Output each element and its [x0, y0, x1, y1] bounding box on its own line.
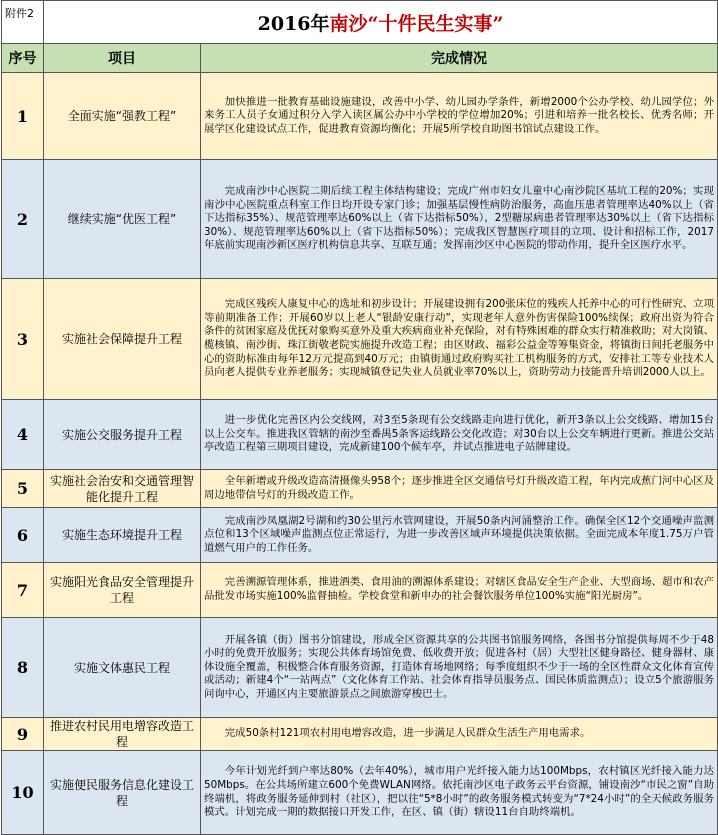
row-project: 继续实施“优医工程” — [44, 160, 201, 279]
row-status: 完成50条村121项农村用电增容改造，进一步满足人民群众生活生产用电需求。 — [201, 718, 718, 751]
row-number: 6 — [2, 508, 44, 563]
row-number: 3 — [2, 279, 44, 400]
row-number: 1 — [2, 73, 44, 160]
row-status: 开展各镇（街）图书分馆建设，形成全区资源共享的公共图书馆服务网络，各图书分馆提供每周不少于48小时的免费开放服务；实现公共体育场馆免费、低收费开放；促进各村（居）大型社区健身路径、健身器材、康体设施全覆盖，积极整合体育服务资源，打造体育场地网络；每季度组织不少于一场的全区性群众文化体育宣传或活动；新建4个“一站两点”（文化体育工作站、社会体育指导员服务点、国民体质监测点）；设立5个旅游服务问询中心，开通区内主要旅游景点之间旅游穿梭巴士。 — [201, 618, 718, 718]
column-header-row — [2, 44, 718, 73]
row-status: 进一步优化完善区内公交线网，对3至5条现有公交线路走向进行优化，新开3条以上公交线路、增加15台以上公交车。推进我区管辖的南沙至番禺5条客运线路公交化改造；对30台以上公交车辆进行更新。推进公交站亭改造工程第三期项目建设，完成新建100个候车亭，并试点推进电子站牌建设。 — [201, 400, 718, 470]
row-status: 完成区残疾人康复中心的选址和初步设计；开展建设拥有200张床位的残疾人托养中心的可行性研究、立项等前期准备工作；开展60岁以上老人“银龄安康行动”，实现老年人意外伤害保险100%续保；政府出资为符合条件的贫困家庭及优抚对象购买意外及重大疾病商业补充保险，对有特殊困难的群众实行精准救助；对大岗镇、榄核镇、南沙街、珠江街敬老院实施提升改造工程；由区财政、福彩公益金等筹集资金，将镇街日间托老服务中心的资助标准由每年12万元提高到40万元；由镇街通过政府购买社工机构服务的方式，安排社工等专业技术人员向老人提供专业养老服务；实现城镇登记失业人员就业率70%以上，资助劳动力技能晋升培训2000人以上。 — [201, 279, 718, 400]
table-row — [2, 470, 718, 508]
row-project: 实施社会保障提升工程 — [44, 279, 201, 400]
column-header-status: 完成情况 — [201, 44, 718, 73]
title-year: 2016年 — [257, 12, 330, 35]
table-row — [2, 718, 718, 751]
row-number: 4 — [2, 400, 44, 470]
row-project: 实施便民服务信息化建设工程 — [44, 751, 201, 835]
row-number: 8 — [2, 618, 44, 718]
table-row — [2, 563, 718, 618]
row-project: 推进农村民用电增容改造工程 — [44, 718, 201, 751]
row-status: 今年计划光纤到户率达80%（去年40%），城市用户光纤接入能力达100Mbps，农村镇区光纤接入能力达50Mbps。在公共场所建立600个免费WLAN网络。依托南沙区电子政务云平台资源，铺设南沙“市民之窗”自助终端机，将政务服务延伸到村（社区），把以往“5*8小时”的政务服务模式转变为“7*24小时”的全天候政务服务模式。计划完成一期的数据接口开发工作，在区、镇（街）辖设11台自助终端机。 — [201, 751, 718, 835]
column-header-no: 序号 — [2, 44, 44, 73]
table-title — [44, 1, 718, 44]
table-row — [2, 618, 718, 718]
row-number: 9 — [2, 718, 44, 751]
row-number: 2 — [2, 160, 44, 279]
row-status: 全年新增或升级改造高清摄像头958个；逐步推进全区交通信号灯升级改造工程，年内完成蕉门河中心区及周边地带信号灯的升级改造工作。 — [201, 470, 718, 508]
table-row — [2, 400, 718, 470]
row-status: 完成南沙凤凰湖2号湖和约30公里污水管网建设，开展50条内河涌整治工作。确保全区12个交通噪声监测点位和13个区域噪声监测点位正常运行，为进一步改善区域声环境提供决策依据。全面完成本年度1.75万户管道燃气用户的工作任务。 — [201, 508, 718, 563]
title-main: 南沙“十件民生实事” — [329, 12, 504, 35]
row-status: 完善溯源管理体系，推进酒类、食用油的溯源体系建设；对辖区食品安全生产企业、大型商场、超市和农产品批发市场实施100%监督抽检。学校食堂和新申办的社会餐饮服务单位100%实施“阳光厨房”。 — [201, 563, 718, 618]
row-project: 实施公交服务提升工程 — [44, 400, 201, 470]
row-project: 实施社会治安和交通管理智能化提升工程 — [44, 470, 201, 508]
row-number: 10 — [2, 751, 44, 835]
annex-label: 附件2 — [2, 1, 44, 44]
row-project: 实施生态环境提升工程 — [44, 508, 201, 563]
row-number: 5 — [2, 470, 44, 508]
row-number: 7 — [2, 563, 44, 618]
table-row — [2, 508, 718, 563]
table-row — [2, 160, 718, 279]
table-row — [2, 73, 718, 160]
table-row — [2, 279, 718, 400]
row-status: 完成南沙中心医院二期后续工程主体结构建设；完成广州市妇女儿童中心南沙院区基坑工程的20%；实现南沙中心医院重点科室工作日均开设专家门诊；加强基层慢性病防治服务，高血压患者管理率达40%以上（省下达指标35%）、规范管理率达60%以上（省下达指标50%），2型糖尿病患者管理率达30%以上（省下达指标30%）、规范管理率达60%以上（省下达指标50%）；完成我区智慧医疗项目的立项、设计和招标工作，2017年底前实现南沙新区医疗机构信息共享、互联互通；发挥南沙区中心医院的带动作用，提升全区医疗水平。 — [201, 160, 718, 279]
row-status: 加快推进一批教育基础设施建设，改善中小学、幼儿园办学条件，新增2000个公办学校、幼儿园学位；外来务工人员子女通过积分入学入读区属公办中小学校的学位增加20%；引进和培养一批名校长、优秀名师；开展学区化建设试点工作，促进教育资源均衡化；开展5所学校自助图书馆试点建设工作。 — [201, 73, 718, 160]
column-header-project: 项目 — [44, 44, 201, 73]
table-row — [2, 751, 718, 835]
row-project: 实施阳光食品安全管理提升工程 — [44, 563, 201, 618]
row-project: 实施文体惠民工程 — [44, 618, 201, 718]
row-project: 全面实施“强教工程” — [44, 73, 201, 160]
livelihood-projects-table — [1, 0, 718, 835]
